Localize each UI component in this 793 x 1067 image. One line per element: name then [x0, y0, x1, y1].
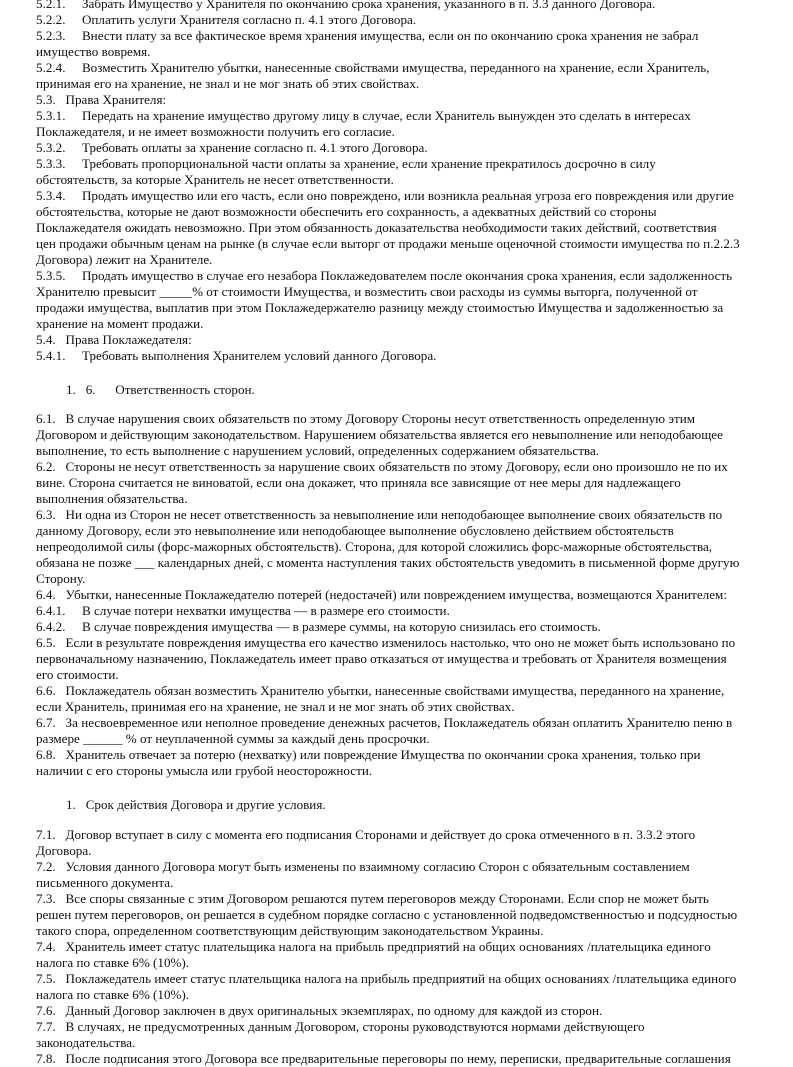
section-heading: 1. Срок действия Договора и другие условия. — [66, 797, 326, 812]
text-line: Договора) лежит на Хранителе. — [36, 252, 213, 267]
text-line: налога по ставке 6% (10%). — [36, 955, 190, 970]
text-line: Договора. — [36, 843, 92, 858]
text-line: 6.6. Поклажедатель обязан возместить Хранителю убытки, нанесенные свойствами имущества, переданного на хранение, — [36, 683, 725, 698]
text-line: его стоимости. — [36, 667, 119, 682]
text-line: 5.3.5. Продать имущество в случае его незабора Поклажедователем после окончания срока хранения, если задолженность — [36, 268, 733, 283]
section-heading: 1. 6. Ответственность сторон. — [66, 382, 255, 397]
text-line: 6.4.1. В случае потери нехватки имущества — в размере его стоимости. — [36, 603, 450, 618]
text-line: законодательства. — [36, 1035, 136, 1050]
text-line: 5.2.2. Оплатить услуги Хранителя согласно п. 4.1 этого Договора. — [36, 12, 417, 27]
text-line: 5.3.2. Требовать оплаты за хранение согласно п. 4.1 этого Договора. — [36, 140, 428, 155]
text-line: 7.8. После подписания этого Договора все предварительные переговоры по нему, переписки, предварительные соглашения — [36, 1051, 731, 1066]
text-line: 5.3.3. Требовать пропорциональной части оплаты за хранение, если хранение прекратилось досрочно в силу — [36, 156, 656, 171]
text-line: Сторону. — [36, 571, 86, 586]
text-line: непреодолимой силы (форс-мажорных обстоятельств). Сторона, для которой сложились форс-мажорные обстоятельства, — [36, 539, 713, 554]
text-line: цен продажи обычным ценам на рынке (в случае если выторг от продажи меньше оценочной стоимости имущества по п.2.2.3 — [36, 236, 740, 251]
text-line: 7.5. Поклажедатель имеет статус плательщика налога на прибыль предприятий на общих основаниях /плательщика единого — [36, 971, 737, 986]
text-line: принимая его на хранение, не знал и не мог знать об этих свойствах. — [36, 76, 420, 91]
text-line: 7.7. В случаях, не предусмотренных данным Договором, стороны руководствуются нормами действующего — [36, 1019, 645, 1034]
text-line: размере ______ % от неуплаченной суммы за каждый день просрочки. — [36, 731, 430, 746]
text-line: 5.2.4. Возместить Хранителю убытки, нанесенные свойствами имущества, переданного на хранение, если Хранитель, — [36, 60, 710, 75]
text-line: 5.4.1. Требовать выполнения Хранителем условий данного Договора. — [36, 348, 437, 363]
text-line: выполнение, то есть выполнение с нарушением условий, определенных содержанием обязательства. — [36, 443, 600, 458]
text-line: 7.3. Все споры связанные с этим Договором решаются путем переговоров между Сторонами. Если спор не может быть — [36, 891, 709, 906]
text-line: 5.2.1. Забрать Имущество у Хранителя по окончанию срока хранения, указанного в п. 3.3 данного Договора. — [36, 0, 656, 11]
text-line: вине. Сторона считается не виноватой, если она докажет, что приняла все зависящие от нее меры для надлежащего — [36, 475, 681, 490]
text-line: обстоятельств, за которые Хранитель не несет ответственности. — [36, 172, 394, 187]
text-line: такого спора, определенном соответствующим действующим законодательством Украины. — [36, 923, 544, 938]
text-line: 6.1. В случае нарушения своих обязательств по этому Договору Стороны несут ответственность определенную этим — [36, 411, 696, 426]
text-line: имущество вовремя. — [36, 44, 151, 59]
text-line: 6.4.2. В случае повреждения имущества — в размере суммы, на которую снизилась его стоимость. — [36, 619, 601, 634]
text-line: наличии с его стороны умысла или грубой неосторожности. — [36, 763, 373, 778]
text-line: Поклажедателя, и не имеет возможности получить его согласие. — [36, 124, 395, 139]
text-line: выполнения обязательства. — [36, 491, 188, 506]
text-line: 6.8. Хранитель отвечает за потерю (нехватку) или повреждение Имущества по окончании срока хранения, только при — [36, 747, 701, 762]
text-line: первоначальному назначению, Поклажедатель имеет право отказаться от имущества и требовать от Хранителя возмещения — [36, 651, 727, 666]
text-line: письменного документа. — [36, 875, 174, 890]
text-line: 5.3.4. Продать имущество или его часть, если оно повреждено, или возникла реальная угроза его повреждения или другие — [36, 188, 734, 203]
text-line: 5.3.1. Передать на хранение имущество другому лицу в случае, если Хранитель вынужден это сделать в интересах — [36, 108, 691, 123]
text-line: 7.1. Договор вступает в силу с момента его подписания Сторонами и действует до срока отмеченного в п. 3.3.2 этого — [36, 827, 696, 842]
text-line: Хранителю превысит _____% от стоимости Имущества, и возместить свои расходы из суммы выторга, полученной от — [36, 284, 698, 299]
text-line: 6.4. Убытки, нанесенные Поклажедателю потерей (недостачей) или повреждением имущества, возмещаются Хранителем: — [36, 587, 727, 602]
text-line: 5.4. Права Поклажедателя: — [36, 332, 192, 347]
text-line: 6.5. Если в результате повреждения имущества его качество изменилось настолько, что оно не может быть использовано по — [36, 635, 736, 650]
text-line: хранение на момент продажи. — [36, 316, 204, 331]
text-line: налога по ставке 6% (10%). — [36, 987, 190, 1002]
text-line: 5.3. Права Хранителя: — [36, 92, 167, 107]
text-line: Договором и действующим законодательством. Нарушением обязательства является его невыполнение или неподобающее — [36, 427, 723, 442]
text-line: данному Договору, если это невыполнение или неподобающее выполнение обусловлено действием обстоятельств — [36, 523, 674, 538]
text-line: 6.3. Ни одна из Сторон не несет ответственность за невыполнение или неподобающее выполнение своих обязательств по — [36, 507, 723, 522]
text-line: 5.2.3. Внести плату за все фактическое время хранения имущества, если он по окончанию срока хранения не забрал — [36, 28, 699, 43]
text-line: решен путем переговоров, он решается в судебном порядке согласно с установленной подведомственностью и подсудностью — [36, 907, 738, 922]
text-line: 6.2. Стороны не несут ответственность за нарушение своих обязательств по этому Договору, если оно произошло не по их — [36, 459, 728, 474]
text-line: продажи имущества, выплатив при этом Поклажедержателю разницу между стоимостью Имущества и задолженностью за — [36, 300, 724, 315]
text-line: обязана не позже ___ календарных дней, с момента наступления таких обстоятельств уведомить в письменной форме другую — [36, 555, 740, 570]
text-line: 7.6. Данный Договор заключен в двух оригинальных экземплярах, по одному для каждой из сторон. — [36, 1003, 603, 1018]
text-line: Поклажедателя ожидать невозможно. При этом обязанность доказательства необходимости таких действий, соответствия — [36, 220, 717, 235]
text-line: 7.4. Хранитель имеет статус плательщика налога на прибыль предприятий на общих основаниях /плательщика единого — [36, 939, 711, 954]
text-line: 6.7. За несвоевременное или неполное проведение денежных расчетов, Поклажедатель обязан оплатить Хранителю пеню в — [36, 715, 733, 730]
text-line: 7.2. Условия данного Договора могут быть изменены по взаимному согласию Сторон с обязательным составлением — [36, 859, 690, 874]
text-line: обстоятельства, которые не дают возможности обеспечить его сохранность, а адекватных действий со стороны — [36, 204, 657, 219]
text-line: если Хранитель, принимая его на хранение, не знал и не мог знать об этих свойствах. — [36, 699, 515, 714]
